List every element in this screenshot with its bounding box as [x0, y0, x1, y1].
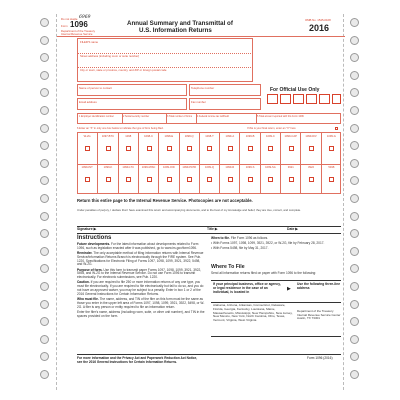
perjury-statement: Under penalties of perjury, I declare that I have examined this return and accompanying documents, and to the best of my knowledge and belief, they are true, correct, and complete.: [77, 208, 301, 212]
header-rule: [57, 36, 345, 37]
feed-hole: [350, 300, 359, 309]
contact-label: Name of person to contact: [79, 86, 112, 90]
feed-hole: [350, 264, 359, 273]
phone-label: Telephone number: [191, 86, 215, 90]
instructions-right-column: [211, 237, 341, 253]
feed-hole: [40, 335, 49, 344]
dept-line2: Internal Revenue Service: [61, 32, 93, 36]
form-type-cell: [260, 132, 280, 163]
form-type-cell: [280, 163, 300, 194]
feed-hole: [40, 141, 49, 150]
return-notice: Return this entire page to the Internal Revenue Service. Photocopies are not acceptable.: [77, 198, 253, 203]
form-type-label: 1099-G: [326, 135, 336, 138]
feed-hole: [40, 212, 49, 221]
form-type-checkbox[interactable]: [106, 177, 111, 182]
form-type-checkbox[interactable]: [207, 177, 212, 182]
form-type-cell: [118, 132, 138, 163]
box1-label: 1 Employer identification number: [79, 115, 114, 118]
feed-hole: [350, 18, 359, 27]
form-type-label: 1098-Q: [184, 135, 194, 138]
form-type-checkbox[interactable]: [85, 177, 90, 182]
form-type-cell: [219, 132, 239, 163]
principal-business-text: If your principal business, office or agency, or legal residence in the case of an individual, is located in: [213, 282, 281, 294]
form-type-cell: [199, 163, 219, 194]
form-type-checkbox[interactable]: [228, 177, 233, 182]
fax-label: Fax number: [191, 100, 206, 104]
form-type-checkbox[interactable]: [248, 146, 253, 151]
feed-hole: [40, 300, 49, 309]
form-type-label: 1099-PATR: [182, 166, 196, 169]
city-rule: [78, 67, 253, 68]
purpose-paragraph: Purpose of form. Use this form to transmit paper Forms 1097, 1098, 1099, 3921, 3922, 5498, and W-2G to the Internal Revenue Service. Do not use Form 1096 to transmit electronically. For electronic submissions, see Pub. 1220.: [77, 267, 202, 280]
footer-form-id: Form 1096 (2016): [307, 356, 333, 360]
feed-hole: [350, 176, 359, 185]
contact-name-field[interactable]: [77, 84, 187, 96]
form-type-cell: [158, 163, 178, 194]
form-type-label: 1098-E: [164, 135, 174, 138]
form-type-cell: [138, 163, 158, 194]
form-type-checkbox[interactable]: [329, 146, 334, 151]
phone-field[interactable]: [189, 84, 261, 96]
feed-hole: [40, 53, 49, 62]
feed-hole: [350, 247, 359, 256]
feed-hole: [40, 88, 49, 97]
form-type-checkbox[interactable]: [85, 146, 90, 151]
form-type-label: 1097-BTC: [101, 135, 115, 138]
form-type-checkbox[interactable]: [167, 146, 172, 151]
irs-address: Department of the Treasury Internal Revenue Service Center Austin, TX 73301: [297, 309, 341, 321]
feed-hole: [40, 317, 49, 326]
form-type-label: W-2G: [83, 135, 91, 138]
feed-hole: [350, 53, 359, 62]
form-type-cell: [179, 163, 199, 194]
form-type-checkbox[interactable]: [147, 177, 152, 182]
feed-hole: [40, 352, 49, 361]
form-type-checkbox[interactable]: [167, 177, 172, 182]
form-type-cell: [199, 132, 219, 163]
form-type-label: 1099-R: [225, 166, 235, 169]
form-type-checkbox[interactable]: [126, 146, 131, 151]
official-use-heading: For Official Use Only: [270, 87, 320, 93]
feed-hole: [350, 141, 359, 150]
form-type-label: 1099-SA: [265, 166, 276, 169]
feed-hole: [350, 317, 359, 326]
future-dev-paragraph: Future developments. For the latest information about developments related to Form 1096, such as legislation enacted after it was published, go to www.irs.gov/form1096.: [77, 242, 199, 250]
feed-hole: [350, 159, 359, 168]
form-type-cell: [118, 163, 138, 194]
form-type-label: 1099-CAP: [284, 135, 297, 138]
form-type-checkbox[interactable]: [187, 146, 192, 151]
instructions-rule: [77, 233, 341, 234]
where-intro: [211, 272, 341, 277]
box5-label: 5 Total amount reported with this Form 1096: [257, 115, 304, 118]
form-type-checkbox[interactable]: [147, 146, 152, 151]
form-type-checkbox[interactable]: [228, 146, 233, 151]
form-type-label: 5498: [328, 166, 335, 169]
final-return-checkbox[interactable]: [335, 127, 338, 130]
form-type-label: 1098-T: [205, 135, 214, 138]
states-list: Alabama, Arizona, Arkansas, Connecticut, Delaware, Florida, Georgia, Kentucky, Louisiana, Maine, Massachusetts, Mississippi, New Hampshire, New Jersey, New Mexico, New York, North Carolina, Ohio, Texas, Vermont, Virginia, West Virginia: [213, 303, 293, 323]
box3-label: 3 Total number of forms: [167, 115, 193, 118]
feed-hole: [40, 124, 49, 133]
form-type-cell: [77, 163, 97, 194]
form-type-checkbox[interactable]: [309, 146, 314, 151]
street-rule: [78, 53, 253, 54]
form-title-line1: Annual Summary and Transmittal of: [127, 20, 233, 27]
form-1096-sheet: [56, 14, 344, 390]
arrow-icon: ▶: [287, 286, 291, 292]
filer-name-label: FILER'S name: [80, 40, 99, 44]
form-type-label: 1099-INT: [81, 166, 93, 169]
form-title-line2: U.S. Information Returns: [139, 27, 212, 34]
form-type-cell: [321, 132, 341, 163]
where-table-top-rule: [211, 280, 341, 281]
instructions-heading: Instructions: [77, 235, 112, 241]
form-type-checkbox[interactable]: [289, 146, 294, 151]
form-type-label: 1099-OID: [163, 166, 175, 169]
form-type-row-1: [77, 132, 341, 163]
filer-name-field[interactable]: [77, 38, 253, 82]
form-type-label: 1099-K: [103, 166, 113, 169]
omb-number: OMB No. 1545-0108: [305, 18, 331, 22]
footer-privacy-2: see the 2016 General Instructions for Certain Information Returns.: [77, 360, 178, 364]
feed-hole: [350, 106, 359, 115]
when-bullet-1: • With Forms 1097, 1098, 1099, 3921, 3922, or W-2G, file by February 28, 2017.: [211, 241, 325, 246]
feed-hole: [40, 159, 49, 168]
form-type-label: 1098-C: [144, 135, 153, 138]
form-type-cell: [158, 132, 178, 163]
final-return-label: If this is your final return, enter an "X" here: [247, 127, 296, 130]
feed-hole: [40, 18, 49, 27]
form-type-checkbox[interactable]: [126, 177, 131, 182]
feed-hole: [350, 229, 359, 238]
form-type-label: 1099-LTC: [122, 166, 135, 169]
signature-label[interactable]: Signature ▶: [77, 227, 97, 231]
form-type-cell: [260, 163, 280, 194]
feed-hole: [350, 335, 359, 344]
feed-hole: [350, 282, 359, 291]
form-type-label: 3922: [308, 166, 315, 169]
footer-rule: [77, 354, 341, 355]
form-type-cell: [321, 163, 341, 194]
feed-hole: [40, 247, 49, 256]
where-table-bottom-rule: [211, 336, 341, 337]
feed-hole: [350, 88, 359, 97]
feed-hole: [350, 194, 359, 203]
feed-hole: [40, 106, 49, 115]
title-label[interactable]: Title ▶: [207, 227, 218, 231]
feed-hole: [40, 282, 49, 291]
form-type-cell: [97, 132, 117, 163]
form-type-checkbox[interactable]: [309, 177, 314, 182]
form-type-checkbox[interactable]: [207, 146, 212, 151]
box2-label: 2 Social security number: [123, 115, 150, 118]
form-type-checkbox[interactable]: [187, 177, 192, 182]
feed-hole: [40, 36, 49, 45]
form-type-checkbox[interactable]: [329, 177, 334, 182]
dept-line1: Department of the Treasury: [61, 29, 96, 33]
form-type-label: 1099-S: [245, 166, 255, 169]
form-type-cell: [77, 132, 97, 163]
form-label: Form: [61, 24, 68, 28]
use-following-text: Use the following three-line address: [297, 282, 341, 290]
fax-field[interactable]: [189, 98, 261, 110]
where-intro-text: Send all information returns filed on paper with Form 1096 to the following:: [211, 271, 317, 275]
footer-privacy-1: For more information and the Privacy Act and Paperwork Reduction Act Notice,: [77, 356, 198, 360]
email-label: Email address: [79, 100, 97, 104]
form-type-cell: [179, 132, 199, 163]
email-field[interactable]: [77, 98, 187, 110]
date-label[interactable]: Date ▶: [287, 227, 298, 231]
form-type-cell: [300, 163, 320, 194]
feed-hole: [350, 352, 359, 361]
form-type-cell: [219, 163, 239, 194]
feed-hole: [40, 71, 49, 80]
form-type-row-2: [77, 163, 341, 194]
form-type-label: 1099-C: [266, 135, 275, 138]
caution-paragraph: Caution. If you are required to file 250 or more information returns of any one type, you must file electronically. If you are required to file electronically but fail to do so, and you do not have an approved waiver, you may be subject to a penalty. Enter in box 1 or 2 of the 2016 General Instructions for Certain Information Returns.: [77, 280, 204, 296]
feed-hole: [40, 229, 49, 238]
form-type-label: 1099-A: [225, 135, 235, 138]
handwritten-note: 6969: [79, 15, 91, 20]
form-type-checkbox[interactable]: [248, 177, 253, 182]
feed-hole: [40, 194, 49, 203]
feed-hole: [350, 212, 359, 221]
when-bullet-2: • With Forms 5498, file by May 31, 2017.: [211, 246, 269, 251]
filer-name-paragraph: Enter the filer's name, address (including room, suite, or other unit number), and TIN in the spaces provided on the form.: [77, 309, 205, 318]
form-type-label: 1099-B: [245, 135, 255, 138]
feed-hole: [40, 370, 49, 379]
tax-year: 2016: [309, 23, 330, 33]
form-type-checkbox[interactable]: [106, 146, 111, 151]
totals-row: [77, 113, 341, 124]
instructions-left-column: [77, 243, 205, 320]
form-type-checkbox[interactable]: [268, 146, 273, 151]
right-feed-strip: [346, 14, 364, 390]
form-type-cell: [239, 132, 259, 163]
form-type-checkbox[interactable]: [289, 177, 294, 182]
box6-label: 6 Enter an "X" in only one box below to indicate the type of form being filed.: [77, 127, 164, 130]
reminder-paragraph: Reminder. The only acceptable method of filing information returns with Internal Revenue Service/Information Returns Branch is electronically through the FIRE system. See Pub. 1220, Specifications for Electronic Filing of Forms 1097, 1098, 1099, 3921, 3922, 5498, and W-2G.: [77, 250, 204, 267]
feed-hole: [350, 36, 359, 45]
feed-hole: [350, 124, 359, 133]
city-label: City or town, state or province, country, and ZIP or foreign postal code: [80, 68, 167, 72]
form-type-cell: [280, 132, 300, 163]
who-must-file-paragraph: Who must file. The name, address, and TIN of the filer on this form must be the same as those you enter in the upper left area of Forms 1097, 1098, 1099, 3921, 3922, 5498, or W-2G. A filer is any person or entity required to file an information return.: [77, 296, 205, 309]
feed-hole: [40, 264, 49, 273]
where-to-file-heading: Where To File: [211, 264, 245, 270]
form-type-label: 1099-Q: [205, 166, 214, 169]
form-type-checkbox[interactable]: [268, 177, 273, 182]
official-use-boxes: [267, 94, 341, 104]
form-type-label: 1099-MISC: [141, 166, 156, 169]
when-to-file: When to file. File Form 1096 as follows.: [211, 236, 269, 240]
box4-label: 4 Federal income tax withheld: [197, 115, 229, 118]
form-type-cell: [97, 163, 117, 194]
form-type-label: 1098: [125, 135, 132, 138]
form-type-cell: [300, 132, 320, 163]
do-not-staple: Do not staple: [61, 17, 78, 21]
feed-hole: [350, 370, 359, 379]
feed-hole: [350, 71, 359, 80]
form-type-label: 1099-DIV: [305, 135, 317, 138]
street-label: Street address (including room or suite number): [80, 54, 140, 58]
feed-hole: [40, 176, 49, 185]
form-type-cell: [239, 163, 259, 194]
left-feed-strip: [36, 14, 54, 390]
form-type-cell: [138, 132, 158, 163]
form-type-label: 3921: [287, 166, 294, 169]
form-number: 1096: [70, 20, 88, 29]
